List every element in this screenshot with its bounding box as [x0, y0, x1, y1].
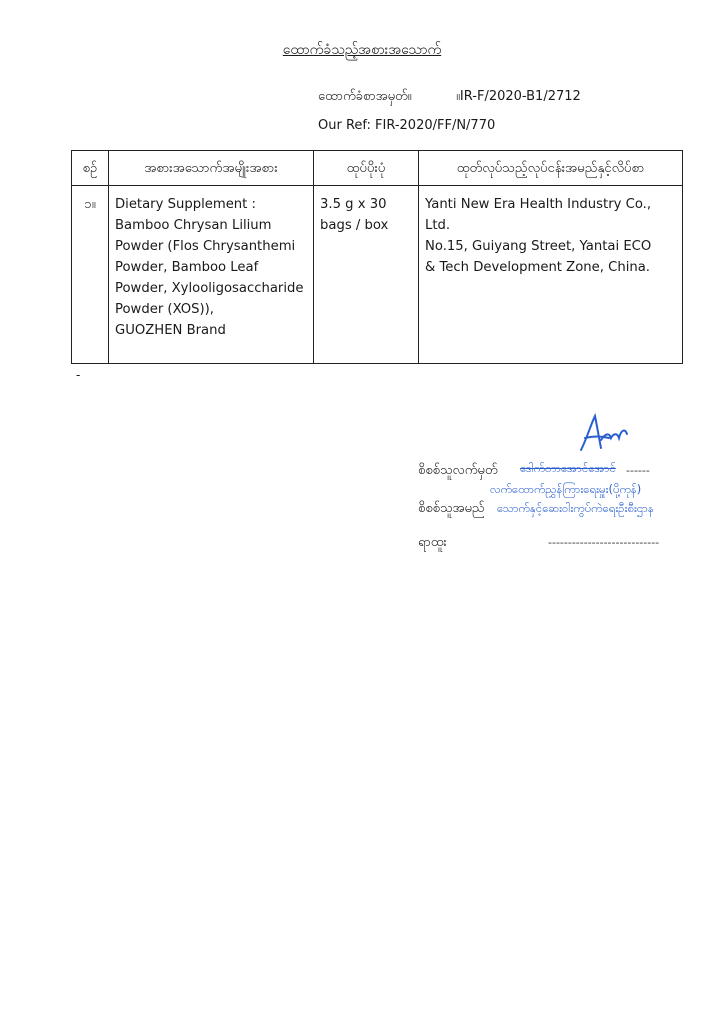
- position-dots: ----------------------------: [548, 536, 660, 549]
- header-serial: စဉ်: [72, 151, 109, 186]
- row-packaging: [314, 186, 419, 364]
- signer-name-label: စိစစ်သူအမည်: [418, 501, 485, 516]
- table-row: [72, 186, 683, 364]
- reference-value: ။IR-F/2020-B1/2712: [456, 89, 581, 104]
- item-line: Powder (XOS)),: [115, 302, 215, 317]
- signer-name-stamp: ဒေါက်တာအောင်အောင်: [520, 461, 616, 475]
- row-manufacturer: [419, 186, 683, 364]
- manufacturer-line: No.15, Guiyang Street, Yantai ECO: [425, 239, 652, 254]
- document-title: ထောက်ခံသည့်အစားအသောက်: [282, 42, 442, 58]
- manufacturer-line: Yanti New Era Health Industry Co.,: [425, 197, 652, 212]
- manufacturer-line: Ltd.: [425, 218, 451, 233]
- separator-mark: -: [76, 368, 81, 382]
- packaging-line: 3.5 g x 30: [320, 197, 387, 212]
- item-line: Powder, Bamboo Leaf: [115, 260, 259, 275]
- header-manufacturer: ထုတ်လုပ်သည့်လုပ်ငန်းအမည်နှင့်လိပ်စာ: [419, 151, 683, 186]
- item-line: Dietary Supplement :: [115, 197, 256, 212]
- header-packaging: ထုပ်ပိုးပုံ: [314, 151, 419, 186]
- reference-label: ထောက်ခံစာအမှတ်။: [318, 89, 412, 104]
- header-food-type: အစားအသောက်အမျိုးအစား: [109, 151, 314, 186]
- department-stamp: သောက်နှင့်ဆေးဝါးကွပ်ကဲရေးဦးစီးဌာန: [497, 501, 654, 515]
- item-line: Powder (Flos Chrysanthemi: [115, 239, 296, 254]
- signer-signature-label: စိစစ်သူလက်မှတ်: [418, 463, 498, 478]
- item-line: Bamboo Chrysan Lilium: [115, 218, 272, 233]
- packaging-line: bags / box: [320, 218, 389, 233]
- row-food-description: [109, 186, 314, 364]
- table-header-row: [72, 151, 683, 186]
- row-serial: ၁။: [72, 186, 109, 364]
- signer-dots: ------: [626, 464, 650, 477]
- signer-position-stamp: လက်ထောက်ညွှန်ကြားရေးမှူး(ပို့ကုန်): [490, 482, 642, 496]
- reference-number-line: [318, 88, 724, 107]
- manufacturer-line: & Tech Development Zone, China.: [425, 260, 650, 275]
- handwritten-signature: [575, 410, 635, 458]
- item-line: GUOZHEN Brand: [115, 323, 226, 338]
- position-label: ရာထူး: [418, 535, 447, 550]
- food-item-table: [71, 150, 683, 364]
- our-reference: Our Ref: FIR-2020/FF/N/770: [318, 118, 496, 133]
- item-line: Powder, Xylooligosaccharide: [115, 281, 304, 296]
